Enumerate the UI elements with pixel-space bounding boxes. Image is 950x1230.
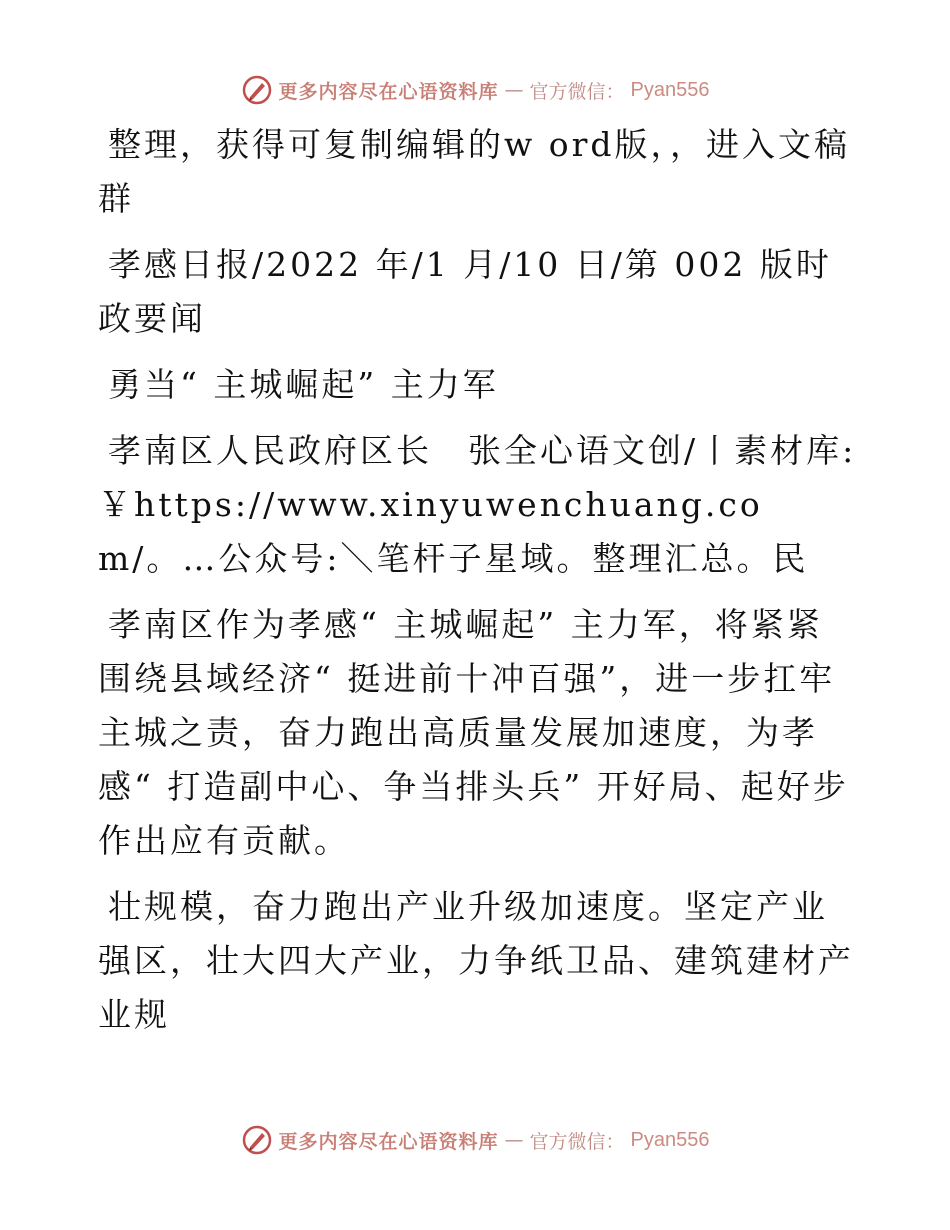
paragraph-intro: 整理，获得可复制编辑的w ord版，，进入文稿群 (98, 125, 851, 218)
paragraph-source: 孝感日报/2022 年/1 月/10 日/第 002 版时政要闻 (98, 245, 832, 338)
watermark-label: 官方微信： (529, 1130, 625, 1153)
watermark-label: 官方微信： (529, 80, 625, 103)
article-title: 勇当“ 主城崛起” 主力军 (108, 365, 499, 404)
watermark-text: 更多内容尽在心语资料库 (278, 80, 499, 103)
paragraph-author: 孝南区人民政府区长 张全心语文创/丨素材库:￥https://www.xinyuwenchuang.com/。…公众号:＼笔杆子星域。整理汇总。民 (98, 431, 857, 578)
watermark-separator: — (504, 1129, 524, 1151)
paragraph-body-2: 壮规模，奋力跑出产业升级加速度。坚定产业强区，壮大四大产业，力争纸卫品、建筑建材产业规 (98, 887, 854, 1034)
watermark-banner (241, 1124, 710, 1156)
watermark-banner (241, 74, 710, 106)
watermark-separator: — (504, 79, 524, 101)
pen-circle-logo-icon (241, 74, 273, 106)
watermark-id: Pyan556 (630, 1128, 710, 1151)
header-watermark (0, 70, 950, 110)
footer-watermark (0, 1120, 950, 1160)
watermark-text: 更多内容尽在心语资料库 (278, 1130, 499, 1153)
document-body (98, 118, 858, 1054)
pen-circle-logo-icon (241, 1124, 273, 1156)
watermark-id: Pyan556 (630, 78, 710, 101)
paragraph-body-1: 孝南区作为孝感“ 主城崛起” 主力军，将紧紧围绕县域经济“ 挺进前十冲百强”，进一步扛牢主城之责，奋力跑出高质量发展加速度，为孝感“ 打造副中心、争当排头兵” 开好局、起好步作出应有贡献。 (98, 605, 849, 860)
